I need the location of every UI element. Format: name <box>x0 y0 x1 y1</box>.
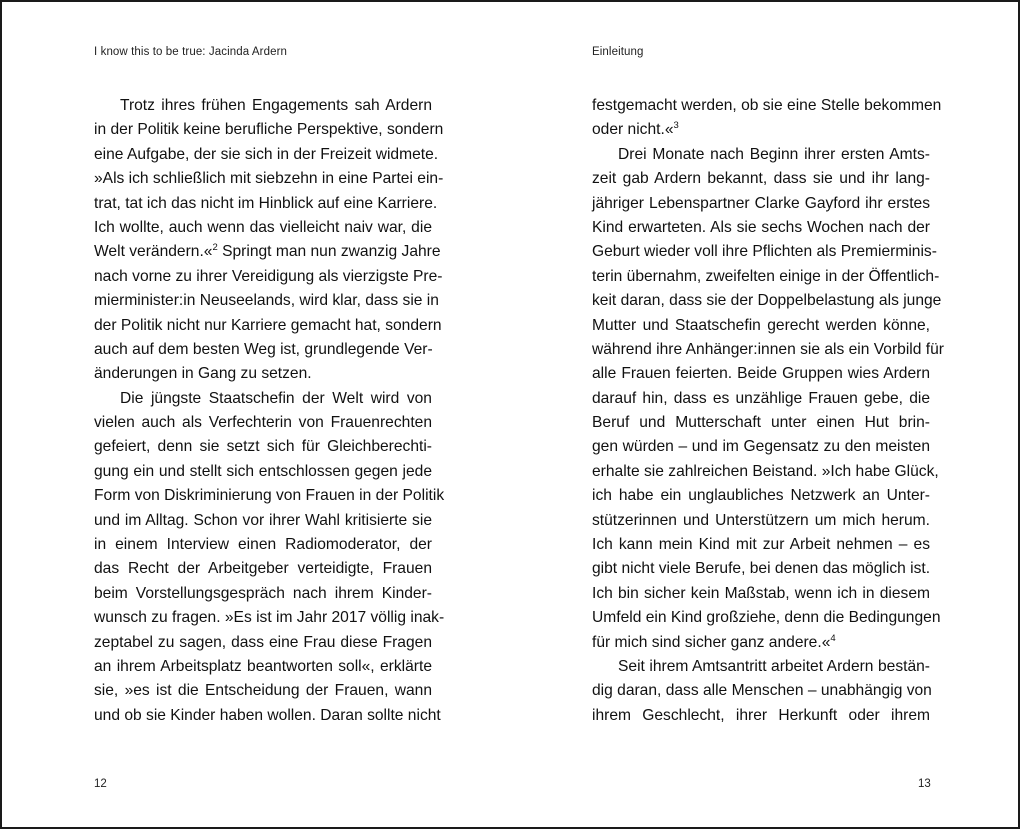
text-line <box>94 289 439 313</box>
line-text: jähriger Lebenspartner Clarke Gayford ihr erstes <box>592 194 930 212</box>
line-text: stützerinnen und Unterstützern um mich herum. <box>592 511 930 529</box>
line-text: sie, »es ist die Entscheidung der Frauen, wann <box>94 682 432 700</box>
text-line <box>592 435 930 459</box>
page-number: 12 <box>94 778 107 790</box>
text-line <box>592 387 930 411</box>
line-text: erhalte sie zahlreichen Beistand. »Ich habe Glück, <box>592 462 939 480</box>
line-text: ihrem Geschlecht, ihrer Herkunft oder ihrem <box>592 706 930 724</box>
line-text: Form von Diskriminierung von Frauen in der Politik <box>94 487 445 505</box>
text-line <box>592 314 930 338</box>
text-line <box>94 216 432 240</box>
line-text: mierminister:in Neuseelands, wird klar, dass sie in <box>94 292 439 310</box>
text-line <box>592 167 930 191</box>
text-line <box>94 411 432 435</box>
page-number: 13 <box>918 778 931 790</box>
text-line <box>592 533 930 557</box>
line-text: änderungen in Gang zu setzen. <box>94 365 312 383</box>
line-text: in der Politik keine berufliche Perspektive, sondern <box>94 121 444 139</box>
line-text: Beruf und Mutterschaft unter einen Hut brin- <box>592 414 930 432</box>
line-text: Ich kann mein Kind mit zur Arbeit nehmen – es <box>592 536 930 554</box>
text-line <box>94 631 432 655</box>
text-line <box>592 338 944 362</box>
line-text: und ob sie Kinder haben wollen. Daran sollte nicht <box>94 706 441 724</box>
text-line <box>94 704 441 728</box>
right-page <box>510 2 1018 827</box>
line-text: nach vorne zu ihrer Vereidigung als vierzigste Pre- <box>94 267 443 285</box>
text-line <box>94 679 432 703</box>
line-text: Geburt wieder voll ihre Pflichten als Premierminis- <box>592 243 937 261</box>
line-text: zeptabel zu sagen, dass eine Frau diese Fragen <box>94 633 432 651</box>
text-line <box>592 509 930 533</box>
text-line <box>592 704 930 728</box>
text-line <box>592 411 930 435</box>
line-text: Springt man nun zwanzig Jahre <box>217 243 441 261</box>
line-text: Drei Monate nach Beginn ihrer ersten Amts- <box>618 145 930 163</box>
text-line <box>592 606 941 630</box>
text-line <box>592 460 939 484</box>
text-line <box>94 606 445 630</box>
text-line <box>94 118 444 142</box>
text-line <box>592 484 930 508</box>
text-line <box>94 460 432 484</box>
running-head: Einleitung <box>592 46 644 58</box>
text-line <box>94 167 444 191</box>
line-text: trat, tat ich das nicht im Hinblick auf eine Karriere. <box>94 194 438 212</box>
text-line <box>592 143 930 167</box>
line-text: beim Vorstellungsgespräch nach ihrem Kinder- <box>94 584 432 602</box>
text-line <box>94 265 443 289</box>
line-text: und im Alltag. Schon vor ihrer Wahl kritisierte sie <box>94 511 432 529</box>
text-line <box>94 94 432 118</box>
line-text: das Recht der Arbeitgeber verteidigte, Frauen <box>94 560 432 578</box>
line-text: Mutter und Staatschefin gerecht werden könne, <box>592 316 930 334</box>
line-text: zeit gab Ardern bekannt, dass sie und ihr lang- <box>592 170 930 188</box>
left-page <box>2 2 510 827</box>
text-line <box>592 240 937 264</box>
text-line <box>94 240 441 264</box>
line-text: oder nicht.« <box>592 121 674 139</box>
line-text: auch auf dem besten Weg ist, grundlegende Ver- <box>94 340 433 358</box>
text-line <box>592 289 942 313</box>
line-text: eine Aufgabe, der sie sich in der Freizeit widmete. <box>94 145 439 163</box>
text-line <box>94 582 432 606</box>
text-line <box>592 655 930 679</box>
text-line <box>94 509 432 533</box>
line-text: der Politik nicht nur Karriere gemacht hat, sondern <box>94 316 442 334</box>
text-line <box>94 533 432 557</box>
text-line <box>94 387 432 411</box>
text-line <box>94 192 438 216</box>
body-text <box>592 94 944 728</box>
line-text: in einem Interview einen Radiomoderator, der <box>94 536 432 554</box>
footnote-marker: 2 <box>212 242 218 254</box>
line-text: festgemacht werden, ob sie eine Stelle bekommen <box>592 97 942 114</box>
line-text: Kind erwarteten. Als sie sechs Wochen nach der <box>592 218 930 236</box>
text-line <box>592 631 930 655</box>
line-text: Welt verändern.« <box>94 243 213 261</box>
text-line <box>592 362 930 386</box>
text-line <box>94 362 432 386</box>
text-line <box>592 265 940 289</box>
footnote-marker: 3 <box>673 120 679 132</box>
line-text: Die jüngste Staatschefin der Welt wird von <box>120 389 432 407</box>
line-text: gibt nicht viele Berufe, bei denen das möglich ist. <box>592 560 931 578</box>
line-text: dig daran, dass alle Menschen – unabhängig von <box>592 682 932 700</box>
text-line <box>94 435 432 459</box>
line-text: Umfeld ein Kind großziehe, denn die Bedingungen <box>592 609 941 627</box>
text-line <box>94 484 445 508</box>
text-line <box>592 216 930 240</box>
line-text: »Als ich schließlich mit siebzehn in eine Partei ein- <box>94 170 444 188</box>
line-text: Ich bin sicher kein Maßstab, wenn ich in diesem <box>592 584 930 602</box>
line-text: Ich wollte, auch wenn das vielleicht naiv war, die <box>94 218 432 236</box>
line-text: terin übernahm, zweifelten einige in der Öffentlich- <box>592 267 940 285</box>
text-line <box>592 192 930 216</box>
line-text: Seit ihrem Amtsantritt arbeitet Ardern bestän- <box>618 657 930 675</box>
text-line <box>94 557 432 581</box>
line-text: wunsch zu fragen. »Es ist im Jahr 2017 völlig inak- <box>94 609 445 627</box>
line-text: vielen auch als Verfechterin von Frauenrechten <box>94 414 432 432</box>
line-text: alle Frauen feierten. Beide Gruppen wies Ardern <box>592 365 930 383</box>
line-text: gen würden – und im Gegensatz zu den meisten <box>592 438 930 456</box>
line-text: für mich sind sicher ganz andere.« <box>592 633 831 651</box>
text-line <box>94 314 442 338</box>
line-text: Trotz ihres frühen Engagements sah Ardern <box>120 97 432 114</box>
running-head: I know this to be true: Jacinda Ardern <box>94 46 288 58</box>
line-text: gung ein und stellt sich entschlossen gegen jede <box>94 462 432 480</box>
body-text <box>94 94 445 728</box>
text-line <box>592 679 930 703</box>
text-line <box>94 338 432 362</box>
line-text: ich habe ein unglaubliches Netzwerk an Unter- <box>592 487 930 505</box>
text-line <box>94 143 439 167</box>
line-text: darauf hin, dass es unzählige Frauen gebe, die <box>592 389 930 407</box>
line-text: keit daran, dass sie der Doppelbelastung als junge <box>592 292 942 310</box>
text-line <box>592 557 930 581</box>
line-text: während ihre Anhänger:innen sie als ein Vorbild für <box>592 340 944 358</box>
text-line <box>592 94 942 118</box>
text-line <box>94 655 432 679</box>
line-text: an ihrem Arbeitsplatz beantworten soll«, erklärte <box>94 657 432 675</box>
footnote-marker: 4 <box>830 632 836 644</box>
line-text: gefeiert, denn sie setzt sich für Gleichberechti- <box>94 438 432 456</box>
text-line <box>592 582 930 606</box>
text-line <box>592 118 930 142</box>
